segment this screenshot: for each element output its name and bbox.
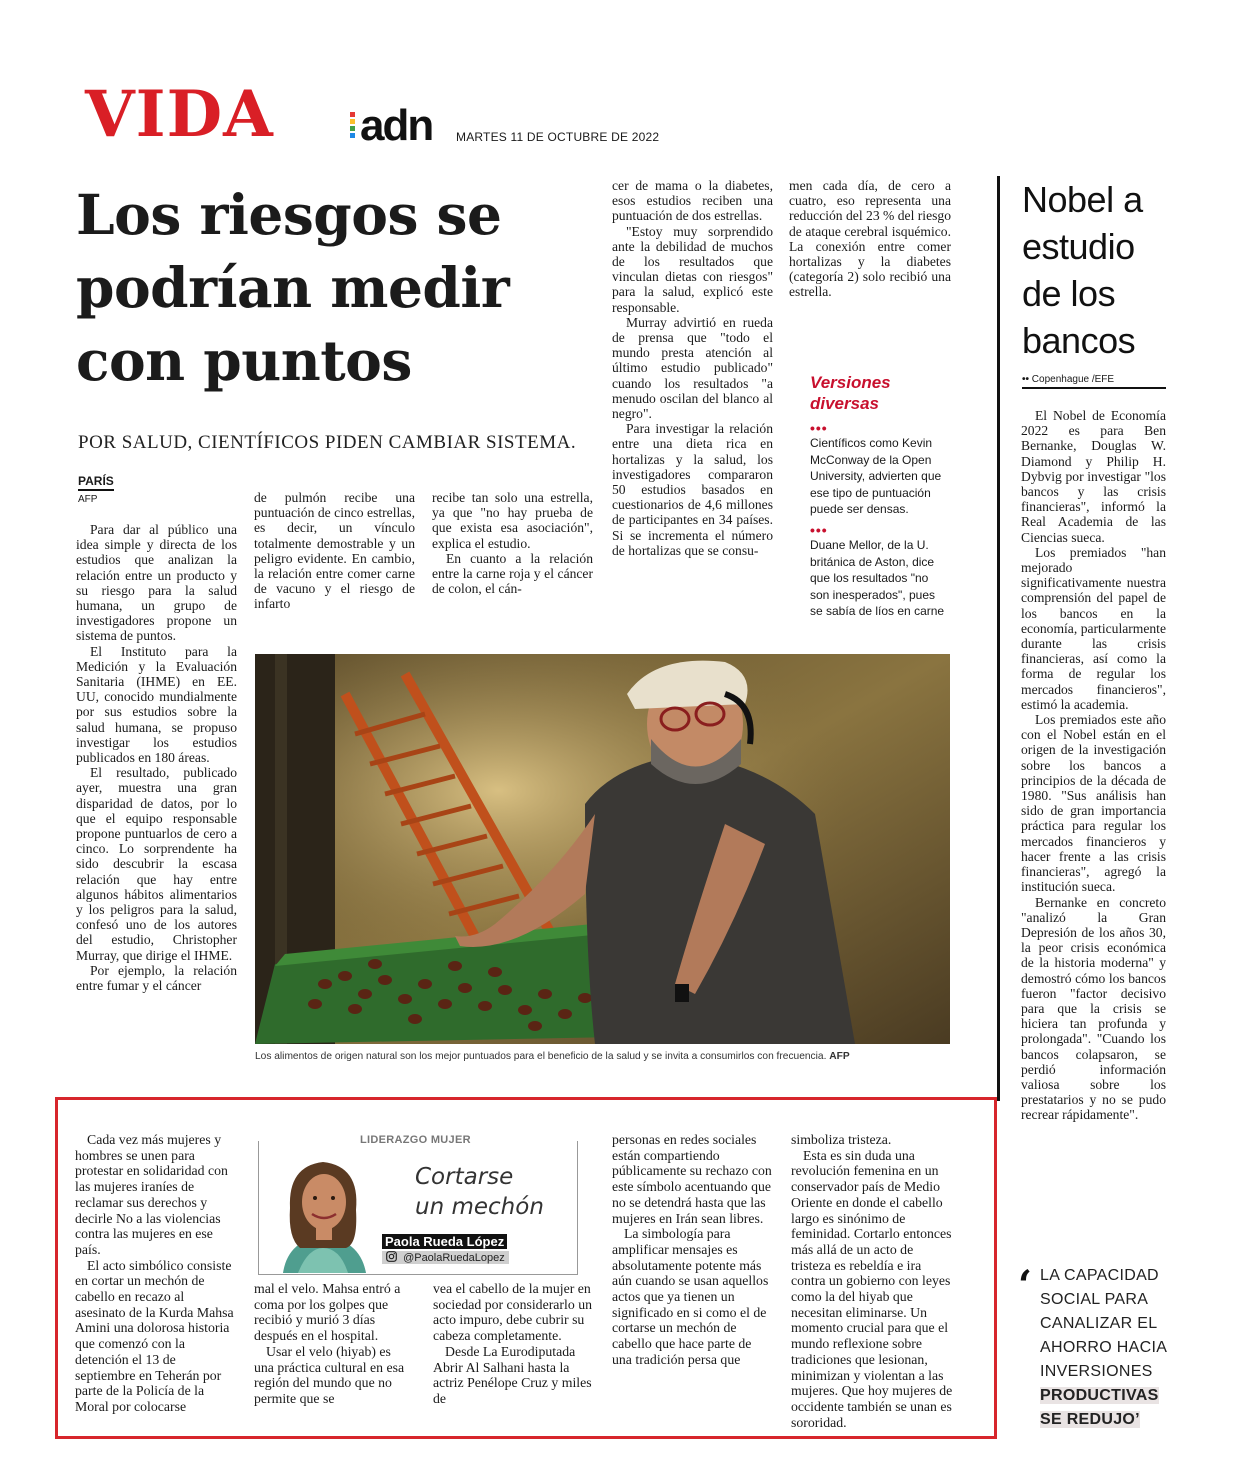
pull-quote	[1040, 1264, 1180, 1432]
headline-line: con puntos	[76, 328, 412, 393]
paragraph: men cada día, de cero a cuatro, eso representa una reducción del 23 % del riesgo de ataque cerebral isquémico. La conexión entre comer hortalizas y la diabetes (categoría 2) solo recibió una estrella.	[789, 178, 951, 300]
photo-caption	[255, 1051, 955, 1062]
opinion-title	[415, 1162, 544, 1222]
paragraph: El resultado, publicado ayer, muestra una gran disparidad de datos, por lo que el equipo responsable propone puntuarlos de cero a cinco. Lo sorprendente ha sido descubrir la escasa relación que hay entre algunos hábitos alimentarios y los peligros para la salud, confesó uno de los autores del estudio, Christopher Murray, que dirige el IHME.	[76, 765, 237, 963]
subheadline: POR SALUD, CIENTÍFICOS PIDEN CAMBIAR SISTEMA.	[78, 432, 577, 453]
sidebar-title-line: diversas	[810, 394, 879, 413]
column-divider	[997, 176, 1000, 1101]
author-handle-text: @PaolaRuedaLopez	[403, 1252, 505, 1264]
opinion-title-line: Cortarse	[415, 1164, 514, 1190]
headline-line: podrían medir	[76, 255, 510, 320]
paragraph: La simbología para amplificar mensajes es absolutamente potente más aún cuando se usan aquellos actos que ya tienen un significado en si como el de cortarse un mechón de cabello que hace parte de una tradición persa que	[612, 1226, 769, 1367]
article-column-5	[789, 178, 951, 300]
paragraph: Cada vez más mujeres y hombres se unen para protestar en solidaridad con las mujeres iraníes de reclamar sus derechos y decirle No a las violencias contra las mujeres en ese país.	[75, 1132, 228, 1257]
opinion-column-2	[254, 1281, 414, 1407]
caption-text: Los alimentos de origen natural son los mejor puntuados para el beneficio de la salud y se invita a consumirlos con frecuencia.	[255, 1051, 827, 1062]
sidebar-item: Duane Mellor, de la U. británica de Aston, dice que los resultados "no son inesperados", pues se sabía de líos en carne	[810, 538, 945, 618]
headline-line: Los riesgos se	[76, 182, 502, 247]
headline	[76, 178, 616, 397]
author-name: Paola Rueda López	[382, 1234, 507, 1249]
issue-date: MARTES 11 DE OCTUBRE DE 2022	[456, 130, 660, 144]
article-column-1	[76, 522, 237, 993]
sidebar-title-line: Versiones	[810, 373, 891, 392]
article-column-3	[432, 490, 593, 596]
opinion-column-3	[433, 1281, 593, 1407]
pull-quote-emphasis: PRODUCTIVAS SE REDUJO’	[1040, 1387, 1159, 1428]
pull-quote-text: LA CAPACIDAD SOCIAL PARA CANALIZAR EL AHORRO HACIA INVERSIONES	[1040, 1267, 1167, 1380]
article-column-2	[254, 490, 415, 612]
instagram-icon	[386, 1251, 397, 1262]
paragraph: El Nobel de Economía 2022 es para Ben Bernanke, Douglas W. Diamond y Philip H. Dybvig por investigar "los bancos y las crisis financieras", informó la Real Academia de las Ciencias sueca.	[1021, 408, 1166, 545]
bullet-dots-icon: •••	[810, 522, 828, 538]
paragraph: Los premiados "han mejorado significativamente nuestra comprensión del papel de los bancos en la economía, particularmente durante las crisis financieras, así como la forma de regular los mercados financieros", estimó la academia.	[1021, 544, 1166, 712]
paragraph: Bernanke en concreto "analizó la Gran Depresión de los años 30, la peor crisis económica de la historia moderna" y demostró cómo los bancos fueron "factor decisivo para que la crisis se hiciera tan profunda y prolongada". "Cuando los bancos colapsaron, se perdió información valiosa sobre los prestatarios y no se pudo recrear rápidamente".	[1021, 894, 1166, 1123]
dateline-place: PARÍS	[78, 474, 114, 491]
bullet-dots-icon: •••	[810, 420, 828, 436]
author-photo	[268, 1148, 378, 1273]
paragraph: recibe tan solo una estrella, ya que "no hay prueba de que exista esa asociación", explica el estudio.	[432, 490, 593, 551]
paragraph: "Estoy muy sorprendido ante la debilidad de muchos de los resultados que vinculan dietas con riesgos" para la salud, explicó este responsable.	[612, 223, 773, 315]
paragraph: El Instituto para la Medición y la Evaluación Sanitaria (IHME) en EE. UU, conocido mundialmente por sus estudios sobre la salud humana, se propuso investigar los estudios publicados en 180 áreas.	[76, 643, 237, 766]
brand-logo: adn	[360, 101, 433, 150]
paragraph: Los premiados este año con el Nobel están en el origen de la investigación sobre los bancos a principios de la década de 1980. "Sus análisis han sido de gran importancia práctica para regular los mercados financieros y hacer frente a las crisis financieras", agregó la institución sueca.	[1021, 712, 1166, 895]
opinion-column-5	[791, 1132, 953, 1430]
photo-illustration	[255, 654, 950, 1044]
paragraph: Usar el velo (hiyab) es una práctica cultural en esa región del mundo que no permite que se	[254, 1343, 405, 1406]
paragraph: vea el cabello de la mujer en sociedad por considerarlo un acto impuro, debe cubrir su cabeza completamente.	[433, 1281, 592, 1344]
article-photo	[255, 654, 950, 1044]
nobel-headline	[1022, 176, 1192, 364]
opinion-title-line: un mechón	[415, 1194, 544, 1220]
nobel-headline-line: bancos	[1022, 320, 1136, 361]
opinion-column-4	[612, 1132, 774, 1368]
paragraph: de pulmón recibe una puntuación de cinco estrellas, es decir, un vínculo totalmente demostrable y un peligro evidente. En cambio, la relación entre comer carne de vacuno y el riesgo de infarto	[254, 490, 415, 612]
news-agency: AFP	[78, 494, 98, 505]
paragraph: personas en redes sociales están compartiendo públicamente su rechazo con este símbolo acentuando que no se detendrá hasta que las mujeres en Irán sean libres.	[612, 1132, 772, 1226]
photo-credit: AFP	[829, 1051, 850, 1062]
nobel-body	[1021, 408, 1166, 1123]
paragraph: El acto simbólico consiste en cortar un mechón de cabello en recazo al asesinato de la Kurda Mahsa Amini una dolorosa historia que comenzó con la detención el 13 de septiembre en Teherán por parte de la Policía de la Moral por colocarse	[75, 1257, 234, 1414]
nobel-source-text: Copenhague /EFE	[1031, 374, 1115, 385]
nobel-headline-line: Nobel a	[1022, 179, 1143, 220]
article-column-4	[612, 178, 773, 558]
paragraph: En cuanto a la relación entre la carne roja y el cáncer de colon, el cán-	[432, 550, 593, 597]
quote-mark-icon: ‘	[1018, 1262, 1032, 1309]
opinion-kicker: LIDERAZGO MUJER	[360, 1134, 471, 1146]
paragraph: Desde La Eurodiputada Abrir Al Salhani hasta la actriz Penélope Cruz y miles de	[433, 1343, 592, 1406]
paragraph: Para investigar la relación entre una dieta rica en hortalizas y la salud, los investigadores compararon 50 estudios basados en cuestionarios de 4,6 millones de participantes en 34 países. Si se incrementa el número de hortalizas que se consu-	[612, 421, 773, 558]
paragraph: cer de mama o la diabetes, esos estudios reciben una puntuación de dos estrellas.	[612, 178, 773, 224]
paragraph: Para dar al público una idea simple y directa de los estudios que analizan la relación entre un producto y su riesgo para la salud humana, un grupo de investigadores propone un sistema de puntos.	[76, 522, 237, 644]
sidebar-item: Científicos como Kevin McConway de la Open University, advierten que ese tipo de puntuación puede ser densas.	[810, 436, 942, 516]
opinion-column-1	[75, 1132, 235, 1415]
paragraph: simboliza tristeza.	[791, 1132, 892, 1147]
bullet-dots-icon: ••	[1022, 374, 1030, 385]
sidebar-title	[810, 372, 950, 414]
paragraph: Por ejemplo, la relación entre fumar y el cáncer	[76, 962, 237, 994]
nobel-headline-line: de los	[1022, 273, 1116, 314]
paragraph: Esta es sin duda una revolución femenina en un conservador país de Medio Oriente en donde el cabello largo es sinónimo de feminidad. Cortarlo entonces más allá de un acto de tristeza es rebeldía e ira contra un gobierno con leyes como la del hiyab que necesitan eliminarse. Un momento crucial para que el mundo reflexione sobre tradiciones que lesionan, minimizan y violentan a las mujeres. Que hoy mujeres de occidente también se unan es sororidad.	[791, 1147, 953, 1430]
paragraph: Murray advirtió en rueda de prensa que "todo el mundo presta atención al último estudio publicado" cuando los resultados "a menudo oscilan del blanco al negro".	[612, 314, 773, 422]
paragraph: mal el velo. Mahsa entró a coma por los golpes que recibió y murió 3 días después en el hospital.	[254, 1281, 401, 1344]
section-title: VIDA	[85, 77, 274, 152]
nobel-headline-line: estudio	[1022, 226, 1135, 267]
author-handle[interactable]	[382, 1251, 509, 1264]
brand-logo-dots	[350, 112, 355, 142]
nobel-source	[1022, 374, 1166, 389]
